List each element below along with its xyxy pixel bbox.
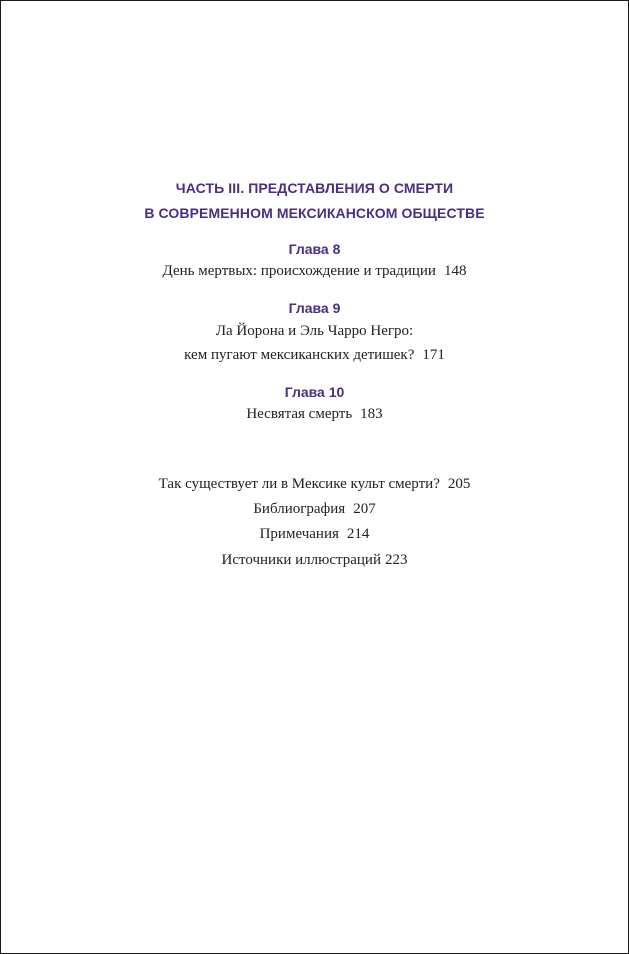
toc-entry-conclusion[interactable] [1,476,628,493]
toc-entry-chapter-9-line-1[interactable] [1,323,628,340]
chapter-10-label: Глава 10 [284,384,345,400]
toc-entry-chapter-10[interactable] [1,406,628,423]
toc-entry-title: Несвятая смерть [246,406,353,422]
chapter-8-label: Глава 8 [288,241,341,257]
toc-entry-title: Ла Йорона и Эль Чарро Негро: [215,323,414,339]
toc-entry-title: Библиография [253,501,346,517]
toc-entry-chapter-8[interactable] [1,263,628,280]
toc-entry-page: 148 [443,263,467,279]
toc-entry-notes[interactable] [1,526,628,543]
toc-entry-chapter-9-line-2[interactable] [1,347,628,364]
toc-entry-illustration-sources[interactable] [1,552,628,569]
toc-entry-page: 171 [422,347,445,363]
toc-entry-page: 207 [353,501,376,517]
toc-entry-page: 183 [360,406,383,422]
toc-entry-page: 205 [447,476,471,492]
toc-entry-title: Источники иллюстраций [221,552,381,568]
toc-entry-title: День мертвых: происхождение и традиции [162,263,436,279]
toc-entry-bibliography[interactable] [1,501,628,518]
toc-entry-title: Так существует ли в Мексике культ смерти? [158,476,440,492]
toc-entry-page: 214 [346,526,370,542]
toc-entry-page: 223 [384,552,408,568]
toc-entry-title: кем пугают мексиканских детишек? [184,347,415,363]
toc-entry-title: Примечания [259,526,339,542]
part-title-line-1: ЧАСТЬ III. ПРЕДСТАВЛЕНИЯ О СМЕРТИ [175,180,454,196]
part-title-line-2: В СОВРЕМЕННОМ МЕКСИКАНСКОМ ОБЩЕСТВЕ [144,205,485,221]
chapter-9-label: Глава 9 [288,300,341,316]
